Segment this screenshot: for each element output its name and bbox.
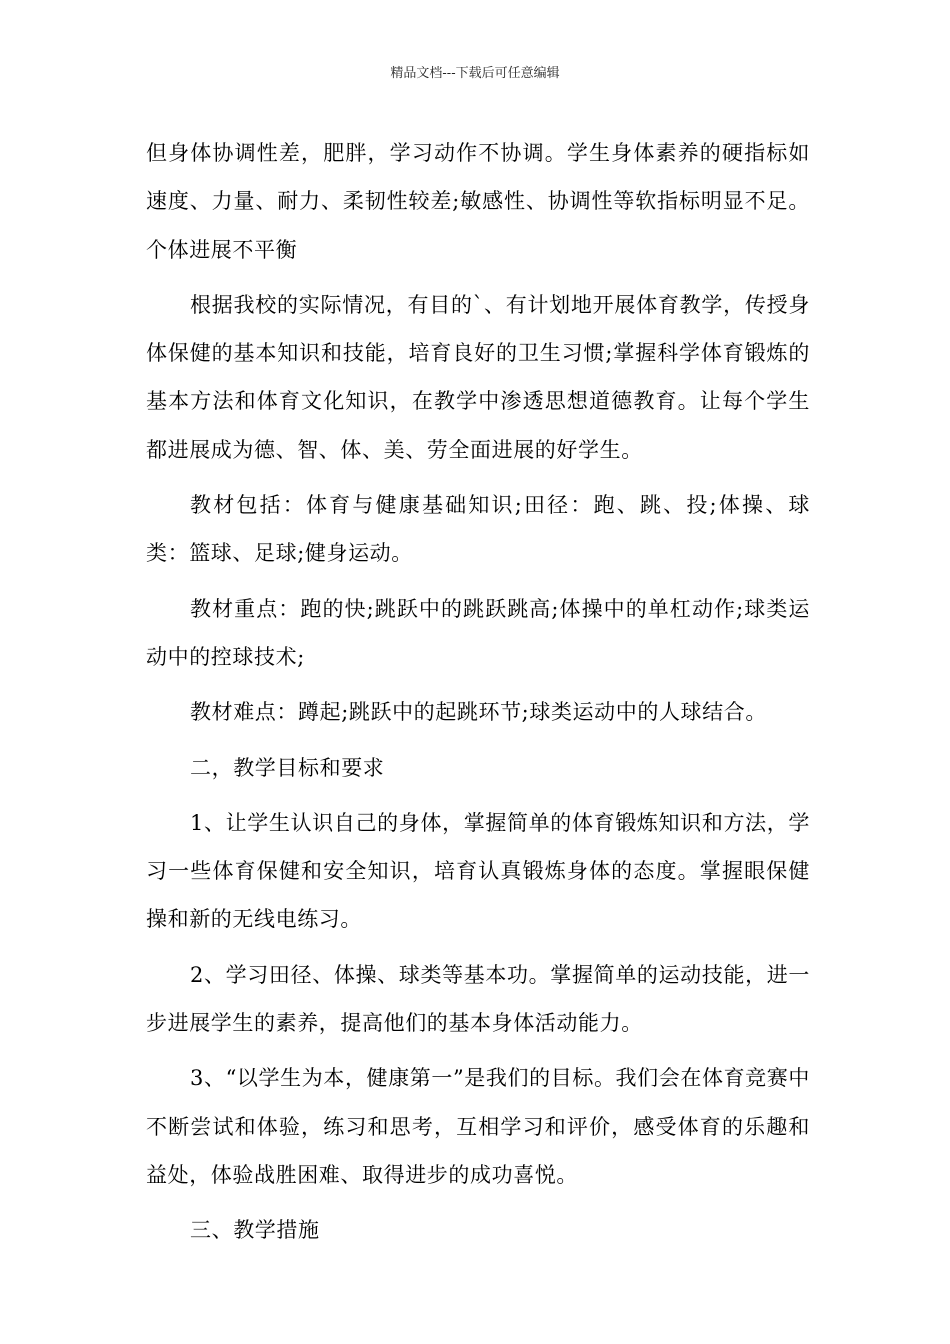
paragraph-difficulties: 教材难点：蹲起;跳跃中的起跳环节;球类运动中的人球结合。 — [190, 700, 767, 725]
paragraph-objective-2: 2、学习田径、体操、球类等基本功。掌握简单的运动技能，进一步进展学生的素养，提高他们的基本身体活动能力。 — [146, 962, 810, 1036]
document-body — [146, 129, 810, 1255]
paragraph-objective-1: 1、让学生认识自己的身体，掌握简单的体育锻炼知识和方法，学习一些体育保健和安全知识，培育认真锻炼身体的态度。掌握眼保健操和新的无线电练习。 — [146, 810, 810, 932]
section-heading-measures: 三、教学措施 — [190, 1218, 320, 1243]
page-header: 精品文档---下载后可任意编辑 — [390, 66, 560, 81]
paragraph-teaching-goals-intro: 根据我校的实际情况，有目的`、有计划地开展体育教学，传授身体保健的基本知识和技能，培育良好的卫生习惯;掌握科学体育锻炼的基本方法和体育文化知识，在教学中渗透思想道德教育。让每个学生都进展成为德、智、体、美、劳全面进展的好学生。 — [146, 292, 810, 462]
paragraph-key-points: 教材重点：跑的快;跳跃中的跳跃跳高;体操中的单杠动作;球类运动中的控球技术; — [146, 596, 810, 669]
paragraph-objective-3: 3、“以学生为本，健康第一”是我们的目标。我们会在体育竞赛中不断尝试和体验，练习和思考，互相学习和评价，感受体育的乐趣和益处，体验战胜困难、取得进步的成功喜悦。 — [146, 1066, 810, 1187]
paragraph-materials: 教材包括：体育与健康基础知识;田径：跑、跳、投;体操、球类：篮球、足球;健身运动。 — [146, 493, 810, 566]
section-heading-objectives: 二，教学目标和要求 — [190, 755, 385, 780]
paragraph-continuation: 但身体协调性差，肥胖，学习动作不协调。学生身体素养的硬指标如速度、力量、耐力、柔韧性较差;敏感性、协调性等软指标明显不足。个体进展不平衡 — [146, 141, 810, 262]
